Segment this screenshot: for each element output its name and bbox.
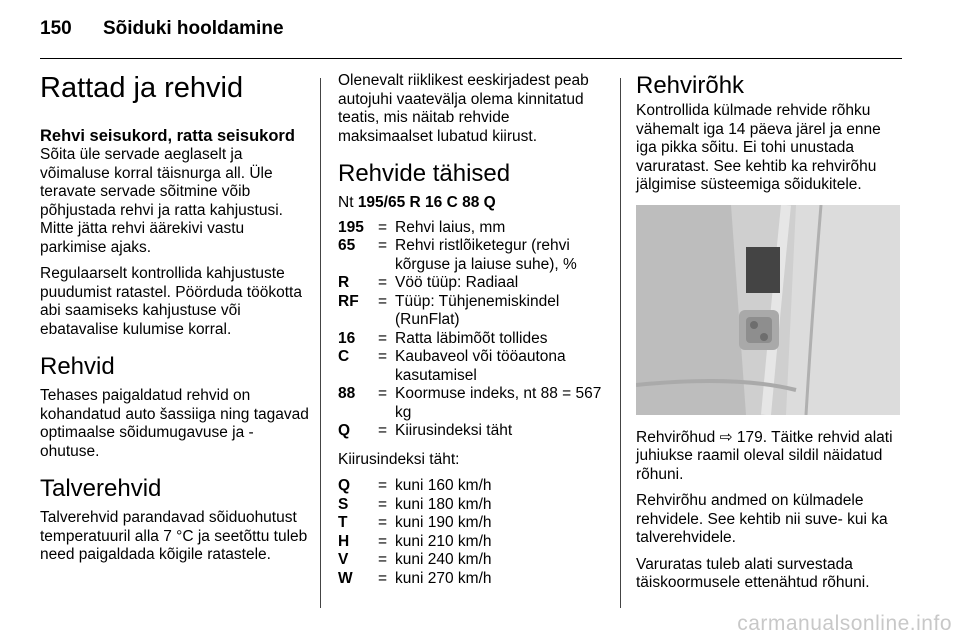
def-key: C	[338, 348, 350, 365]
definition-row	[338, 570, 606, 589]
def-value: kuni 160 km/h	[395, 477, 492, 494]
def-equals: =	[378, 274, 388, 291]
paragraph: Olenevalt riiklikest eeskirjadest peab autojuhi vaatevälja olema kinnitatud teatis, mis näitab rehvide maksimaalset lubatud kiirust.	[338, 72, 589, 145]
paragraph: Sõita üle servade aeglaselt ja võimaluse korral täisnurga all. Üle teravate servade sõitmine võib põhjustada rehvi ja ratta kahjustusi. Mitte jätta rehvi äärekivi vastu parkimise ajaks.	[40, 146, 283, 256]
def-key: 65	[338, 237, 356, 254]
column-2	[338, 72, 606, 598]
definition-row	[338, 551, 606, 570]
tire-code: 195/65 R 16 C 88 Q	[357, 194, 496, 211]
def-value: Ratta läbimõõt tollides	[395, 329, 548, 347]
paragraph: Tehases paigaldatud rehvid on kohandatud auto šassiiga ning tagavad optimaalse sõidumugavuse ja -ohutuse.	[40, 387, 309, 460]
def-equals: =	[378, 569, 388, 587]
paragraph: Kontrollida külmade rehvide rõhku vähemalt iga 14 päeva järel ja enne iga pikka sõitu. Ei tohi unustada varuratast. See kehtib ka rehvirõhu jälgimise süsteemiga sõidukitele.	[636, 102, 881, 193]
def-equals: =	[378, 551, 388, 568]
def-value: Kaubaveol või tööautona kasutamisel	[395, 348, 566, 384]
def-key: 16	[338, 329, 356, 347]
column-1	[40, 72, 310, 573]
def-equals: =	[378, 348, 388, 365]
def-key: Q	[338, 422, 351, 439]
def-key: S	[338, 495, 349, 513]
def-value: Rehvi ristlõiketegur (rehvi kõrguse ja laiuse suhe), %	[395, 237, 577, 273]
def-equals: =	[378, 218, 388, 236]
column-divider-1	[320, 78, 321, 608]
paragraph: Rehvirõhu andmed on külmadele rehvidele. See kehtib nii suve- kui ka talverehvidele.	[636, 492, 888, 546]
def-key: Q	[338, 477, 351, 494]
def-equals: =	[378, 329, 388, 347]
definition-row	[338, 496, 606, 515]
page-header	[40, 18, 284, 40]
def-equals: =	[378, 532, 388, 550]
door-frame-image	[636, 205, 900, 415]
speed-index-intro: Kiirusindeksi täht:	[338, 450, 460, 468]
tire-pressure-label	[746, 247, 780, 293]
def-value: Kiirusindeksi täht	[395, 422, 513, 439]
door-frame-photo	[636, 205, 900, 415]
def-value: kuni 210 km/h	[395, 532, 492, 550]
code-definitions	[338, 219, 606, 441]
definition-row	[338, 293, 606, 330]
subheading-condition: Rehvi seisukord, ratta seisukord	[40, 127, 295, 145]
def-value: kuni 190 km/h	[395, 514, 492, 531]
def-equals: =	[378, 477, 388, 494]
def-equals: =	[378, 495, 388, 513]
def-key: 195	[338, 218, 364, 236]
def-key: W	[338, 569, 353, 587]
def-equals: =	[378, 237, 388, 254]
paragraph: Rehvirõhud ⇨ 179. Täitke rehvid alati juhiukse raamil oleval sildil näidatud rõhuni.	[636, 428, 893, 483]
def-key: V	[338, 551, 349, 568]
def-equals: =	[378, 385, 388, 402]
definition-row	[338, 237, 606, 274]
definition-row	[338, 514, 606, 533]
def-value: Tüüp: Tühjenemiskindel (RunFlat)	[395, 292, 560, 328]
definition-row	[338, 219, 606, 238]
def-key: R	[338, 274, 350, 291]
definition-row	[338, 348, 606, 385]
section-title: Sõiduki hooldamine	[103, 18, 284, 39]
definition-row	[338, 422, 606, 441]
def-key: H	[338, 532, 350, 550]
def-equals: =	[378, 292, 388, 310]
paragraph: Varuratas tuleb alati survestada täiskoormusele ettenähtud rõhuni.	[636, 555, 870, 591]
chapter-heading: Rattad ja rehvid	[40, 72, 244, 104]
paragraph: Talverehvid parandavad sõiduohutust temperatuuril alla 7 °C ja seetõttu tuleb need paigaldada kõigile ratastele.	[40, 509, 308, 563]
def-value: kuni 180 km/h	[395, 495, 492, 513]
heading-tire-pressure: Rehvirõhk	[636, 72, 745, 99]
def-value: Vöö tüüp: Radiaal	[395, 274, 519, 291]
watermark: carmanualsonline.info	[737, 612, 952, 635]
definition-row	[338, 330, 606, 349]
header-rule	[40, 58, 902, 59]
def-value: Koormuse indeks, nt 88 = 567 kg	[395, 385, 602, 421]
heading-rehvid: Rehvid	[40, 353, 115, 380]
def-key: T	[338, 514, 348, 531]
definition-row	[338, 385, 606, 422]
heading-tire-markings: Rehvide tähised	[338, 160, 511, 187]
def-value: kuni 270 km/h	[395, 569, 492, 587]
column-divider-2	[620, 78, 621, 608]
def-key: 88	[338, 385, 356, 402]
definition-row	[338, 533, 606, 552]
definition-row	[338, 477, 606, 496]
column-3	[636, 72, 904, 601]
page-number: 150	[40, 18, 72, 39]
def-key: RF	[338, 292, 359, 310]
def-value: kuni 240 km/h	[395, 551, 492, 568]
heading-talverehvid: Talverehvid	[40, 475, 162, 502]
definition-row	[338, 274, 606, 293]
example-code: Nt 195/65 R 16 C 88 Q	[338, 194, 496, 211]
def-equals: =	[378, 514, 388, 531]
speed-index-list	[338, 477, 606, 588]
def-value: Rehvi laius, mm	[395, 218, 506, 236]
paragraph: Regulaarselt kontrollida kahjustuste puudumist ratastel. Pöörduda töökotta abi saamiseks kahjustuse või ebatavalise kulumise korral.	[40, 265, 302, 338]
def-equals: =	[378, 422, 388, 439]
